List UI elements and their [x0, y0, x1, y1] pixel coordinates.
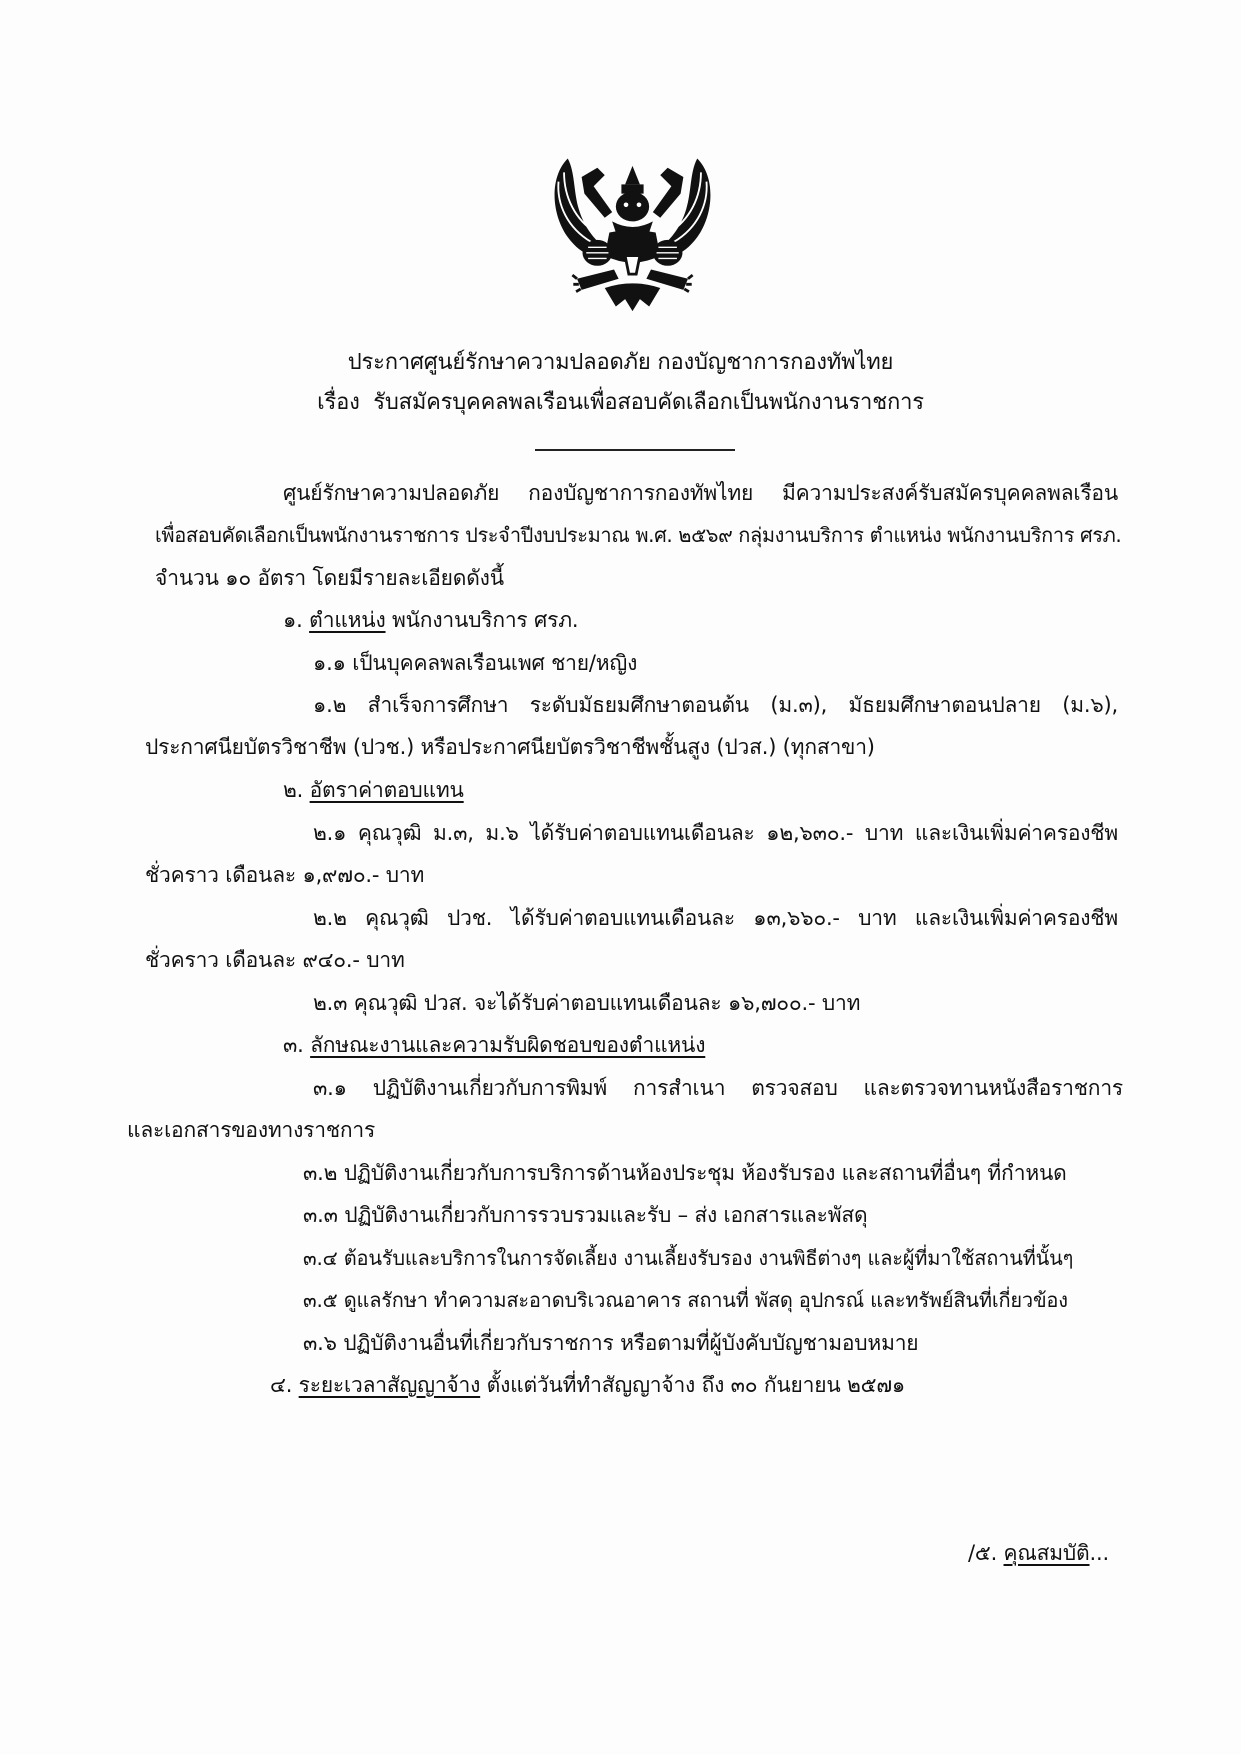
item-2-1-line-1: ๒.๑ คุณวุฒิ ม.๓, ม.๖ ได้รับค่าตอบแทนเดือนละ ๑๒,๖๓๐.- บาท และเงินเพิ่มค่าครองชีพ: [313, 821, 1118, 845]
item-2-3: ๒.๓ คุณวุฒิ ปวส. จะได้รับค่าตอบแทนเดือนละ ๑๖,๗๐๐.- บาท: [313, 991, 861, 1015]
section-4-number: ๔.: [270, 1373, 293, 1397]
continuation-label: คุณสมบัติ: [1003, 1541, 1090, 1565]
garuda-emblem-icon: [540, 140, 725, 325]
continuation-prefix: /๕.: [968, 1541, 998, 1565]
continuation-note: [968, 1538, 1109, 1568]
title-divider: [535, 449, 735, 451]
item-1-2-line-2: ประกาศนียบัตรวิชาชีพ (ปวช.) หรือประกาศนียบัตรวิชาชีพชั้นสูง (ปวส.) (ทุกสาขา): [145, 735, 875, 759]
item-3-2: ๓.๒ ปฏิบัติงานเกี่ยวกับการบริการด้านห้องประชุม ห้องรับรอง และสถานที่อื่นๆ ที่กำหนด: [303, 1161, 1067, 1185]
section-1-heading: [283, 605, 578, 635]
section-2-title: อัตราค่าตอบแทน: [309, 778, 464, 802]
section-3-number: ๓.: [283, 1033, 304, 1057]
section-2-number: ๒.: [283, 778, 304, 802]
item-3-4: ๓.๔ ต้อนรับและบริการในการจัดเลี้ยง งานเลี้ยงรับรอง งานพิธีต่างๆ และผู้ที่มาใช้สถานที่นั้นๆ: [303, 1246, 1074, 1270]
item-2-2-line-2: ชั่วคราว เดือนละ ๙๔๐.- บาท: [145, 948, 405, 972]
section-1-number: ๑.: [283, 608, 303, 632]
section-1-title: ตำแหน่ง: [309, 608, 386, 632]
announcement-subject: [0, 388, 1241, 418]
intro-line-3: จำนวน ๑๐ อัตรา โดยมีรายละเอียดดังนี้: [155, 566, 504, 590]
subject-label: เรื่อง: [317, 390, 360, 415]
section-3-title: ลักษณะงานและความรับผิดชอบของตำแหน่ง: [310, 1033, 706, 1057]
section-4-heading: [270, 1370, 905, 1400]
section-2-heading: [283, 775, 464, 805]
section-4-text: ตั้งแต่วันที่ทำสัญญาจ้าง ถึง ๓๐ กันยายน ๒๕๗๑: [486, 1373, 906, 1397]
item-3-6: ๓.๖ ปฏิบัติงานอื่นที่เกี่ยวกับราชการ หรือตามที่ผู้บังคับบัญชามอบหมาย: [303, 1331, 919, 1355]
intro-line-2: เพื่อสอบคัดเลือกเป็นพนักงานราชการ ประจำปีงบประมาณ พ.ศ. ๒๕๖๙ กลุ่มงานบริการ ตำแหน่ง พนักงานบริการ ศรภ.: [155, 523, 1122, 547]
intro-line-1: ศูนย์รักษาความปลอดภัย กองบัญชาการกองทัพไทย มีความประสงค์รับสมัครบุคคลพลเรือน: [283, 481, 1118, 505]
announcement-title: ประกาศศูนย์รักษาความปลอดภัย กองบัญชาการกองทัพไทย: [347, 350, 894, 375]
item-2-2-line-1: ๒.๒ คุณวุฒิ ปวช. ได้รับค่าตอบแทนเดือนละ ๑๓,๖๖๐.- บาท และเงินเพิ่มค่าครองชีพ: [313, 906, 1118, 930]
item-3-1-line-2: และเอกสารของทางราชการ: [127, 1118, 376, 1142]
subject-text: รับสมัครบุคคลพลเรือนเพื่อสอบคัดเลือกเป็นพนักงานราชการ: [373, 390, 924, 415]
item-1-1: ๑.๑ เป็นบุคคลพลเรือนเพศ ชาย/หญิง: [313, 651, 638, 675]
section-4-title: ระยะเวลาสัญญาจ้าง: [298, 1373, 481, 1397]
item-3-3: ๓.๓ ปฏิบัติงานเกี่ยวกับการรวบรวมและรับ – ส่ง เอกสารและพัสดุ: [303, 1203, 868, 1227]
item-3-5: ๓.๕ ดูแลรักษา ทำความสะอาดบริเวณอาคาร สถานที่ พัสดุ อุปกรณ์ และทรัพย์สินที่เกี่ยวข้อง: [303, 1288, 1068, 1312]
item-3-1-line-1: ๓.๑ ปฏิบัติงานเกี่ยวกับการพิมพ์ การสำเนา ตรวจสอบ และตรวจทานหนังสือราชการ: [313, 1076, 1123, 1100]
section-3-heading: [283, 1030, 705, 1060]
item-2-1-line-2: ชั่วคราว เดือนละ ๑,๙๗๐.- บาท: [145, 863, 425, 887]
section-1-text: พนักงานบริการ ศรภ.: [392, 608, 579, 632]
item-1-2-line-1: ๑.๒ สำเร็จการศึกษา ระดับมัธยมศึกษาตอนต้น (ม.๓), มัธยมศึกษาตอนปลาย (ม.๖),: [313, 693, 1118, 717]
continuation-suffix: ...: [1089, 1541, 1109, 1565]
